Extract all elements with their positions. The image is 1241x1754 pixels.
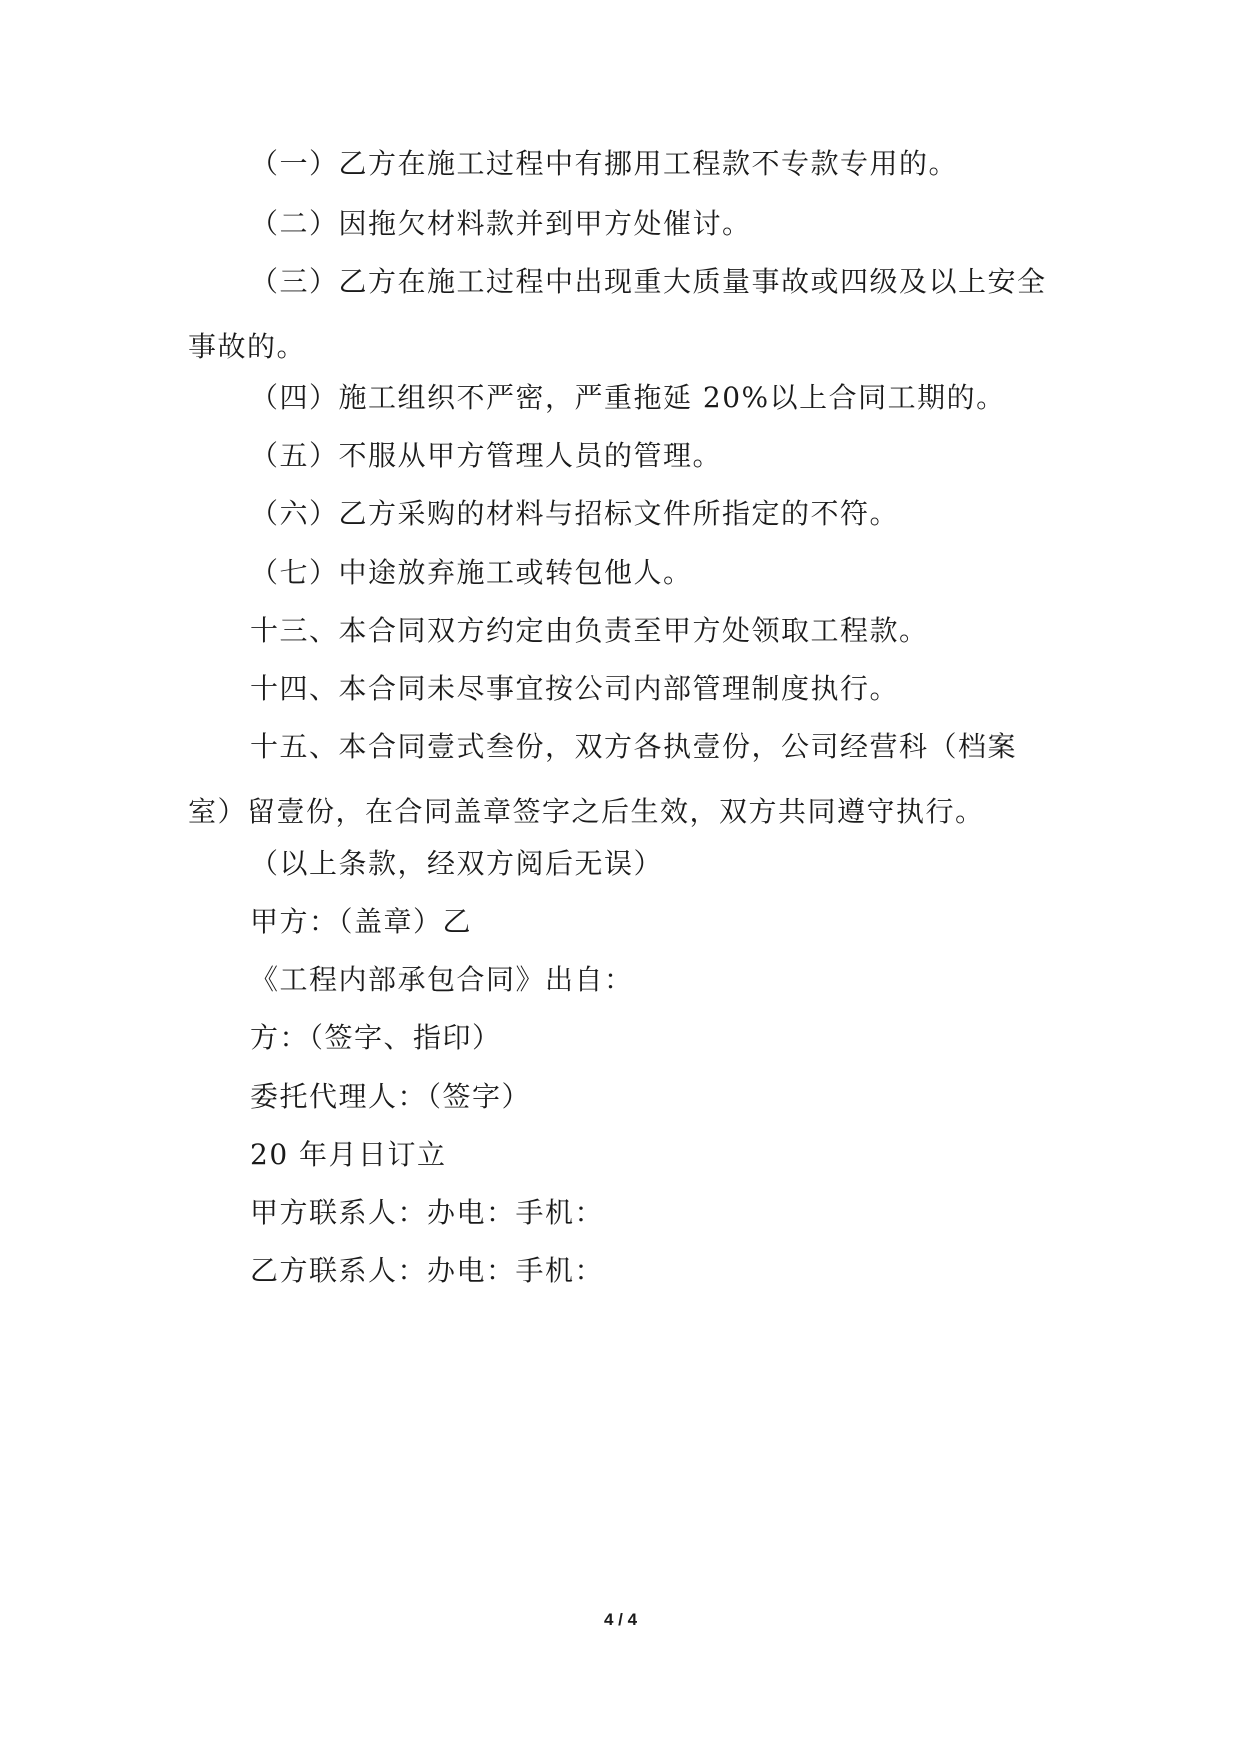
signing-date: 20 年月日订立 [250, 1138, 447, 1171]
party-b-signature: 方：（签字、指印） [250, 1021, 502, 1054]
page-number: 4 / 4 [603, 1610, 638, 1629]
clause-6: （六）乙方采购的材料与招标文件所指定的不符。 [250, 497, 900, 530]
source-note: 《工程内部承包合同》出自： [250, 963, 634, 996]
article-14: 十四、本合同未尽事宜按公司内部管理制度执行。 [250, 672, 900, 705]
confirmation-note: （以上条款，经双方阅后无误） [250, 847, 664, 880]
clause-4: （四）施工组织不严密，严重拖延 20%以上合同工期的。 [250, 381, 1006, 414]
clause-2: （二）因拖欠材料款并到甲方处催讨。 [250, 207, 752, 240]
clause-1: （一）乙方在施工过程中有挪用工程款不专款专用的。 [250, 147, 959, 180]
clause-3: （三）乙方在施工过程中出现重大质量事故或四级及以上安全事故的。 [188, 265, 1047, 363]
article-15: 十五、本合同壹式叁份，双方各执壹份，公司经营科（档案室）留壹份，在合同盖章签字之后生效，双方共同遵守执行。 [188, 730, 1018, 828]
party-b-contact: 乙方联系人：办电：手机： [250, 1254, 605, 1287]
party-a-seal: 甲方：（盖章）乙 [250, 905, 473, 938]
party-a-contact: 甲方联系人：办电：手机： [250, 1196, 605, 1229]
clause-7: （七）中途放弃施工或转包他人。 [250, 556, 693, 589]
article-13: 十三、本合同双方约定由负责至甲方处领取工程款。 [250, 614, 929, 647]
clause-5: （五）不服从甲方管理人员的管理。 [250, 439, 723, 472]
agent-signature: 委托代理人：（签字） [250, 1080, 532, 1113]
